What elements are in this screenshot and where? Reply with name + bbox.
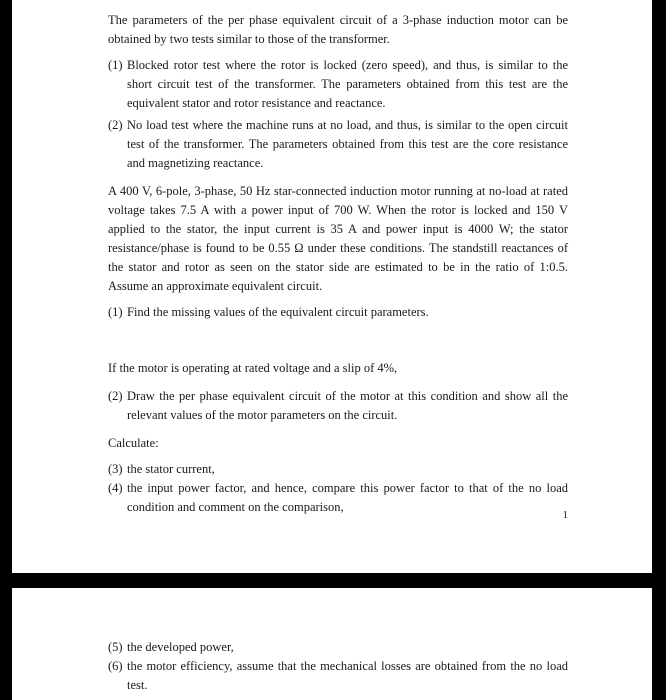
question-3-text: the stator current, [127, 462, 215, 476]
question-1-number: (1) [108, 305, 123, 319]
question-4-number: (4) [108, 481, 123, 495]
question-6-number: (6) [108, 659, 123, 673]
test-item-1 [108, 56, 568, 113]
question-1-text: Find the missing values of the equivalent circuit parameters. [127, 305, 429, 319]
test-text-2: No load test where the machine runs at no load, and thus, is similar to the open circuit test of the transformer. The parameters obtained from this test are the core resistance and magnetizing reactance. [127, 118, 568, 170]
question-3-number: (3) [108, 462, 123, 476]
calculate-heading: Calculate: [108, 436, 159, 450]
question-1 [108, 303, 568, 322]
test-number-1: (1) [108, 58, 123, 72]
question-3 [108, 460, 568, 479]
question-2-text: Draw the per phase equivalent circuit of the motor at this condition and show all the relevant values of the motor parameters on the circuit. [127, 389, 568, 422]
question-5-number: (5) [108, 640, 123, 654]
page-number: 1 [562, 509, 568, 521]
question-4 [108, 479, 568, 517]
test-text-1: Blocked rotor test where the rotor is locked (zero speed), and thus, is similar to the short circuit test of the transformer. The parameters obtained from this test are the equivalent stator and rotor resistance and reactance. [127, 58, 568, 110]
question-6-text: the motor efficiency, assume that the mechanical losses are obtained from the no load test. [127, 659, 568, 692]
question-6 [108, 657, 568, 695]
intro-paragraph: The parameters of the per phase equivalent circuit of a 3-phase induction motor can be obtained by two tests similar to those of the transformer. [108, 13, 568, 46]
question-4-text: the input power factor, and hence, compare this power factor to that of the no load condition and comment on the comparison, [127, 481, 568, 514]
test-number-2: (2) [108, 118, 123, 132]
document-page-2 [12, 588, 652, 700]
question-5 [108, 638, 568, 657]
problem-statement: A 400 V, 6-pole, 3-phase, 50 Hz star-connected induction motor running at no-load at rated voltage takes 7.5 A with a power input of 700 W. When the rotor is locked and 150 V applied to the stator, the input current is 35 A and power input is 4000 W; the stator resistance/phase is found to be 0.55 Ω under these conditions. The standstill reactances of the stator and rotor as seen on the stator side are estimated to be in the ratio of 1:0.5. Assume an approximate equivalent circuit. [108, 184, 568, 293]
document-page-1 [12, 0, 652, 573]
condition-statement: If the motor is operating at rated voltage and a slip of 4%, [108, 361, 398, 375]
question-5-text: the developed power, [127, 640, 234, 654]
question-2 [108, 387, 568, 425]
question-2-number: (2) [108, 389, 123, 403]
test-item-2 [108, 116, 568, 173]
